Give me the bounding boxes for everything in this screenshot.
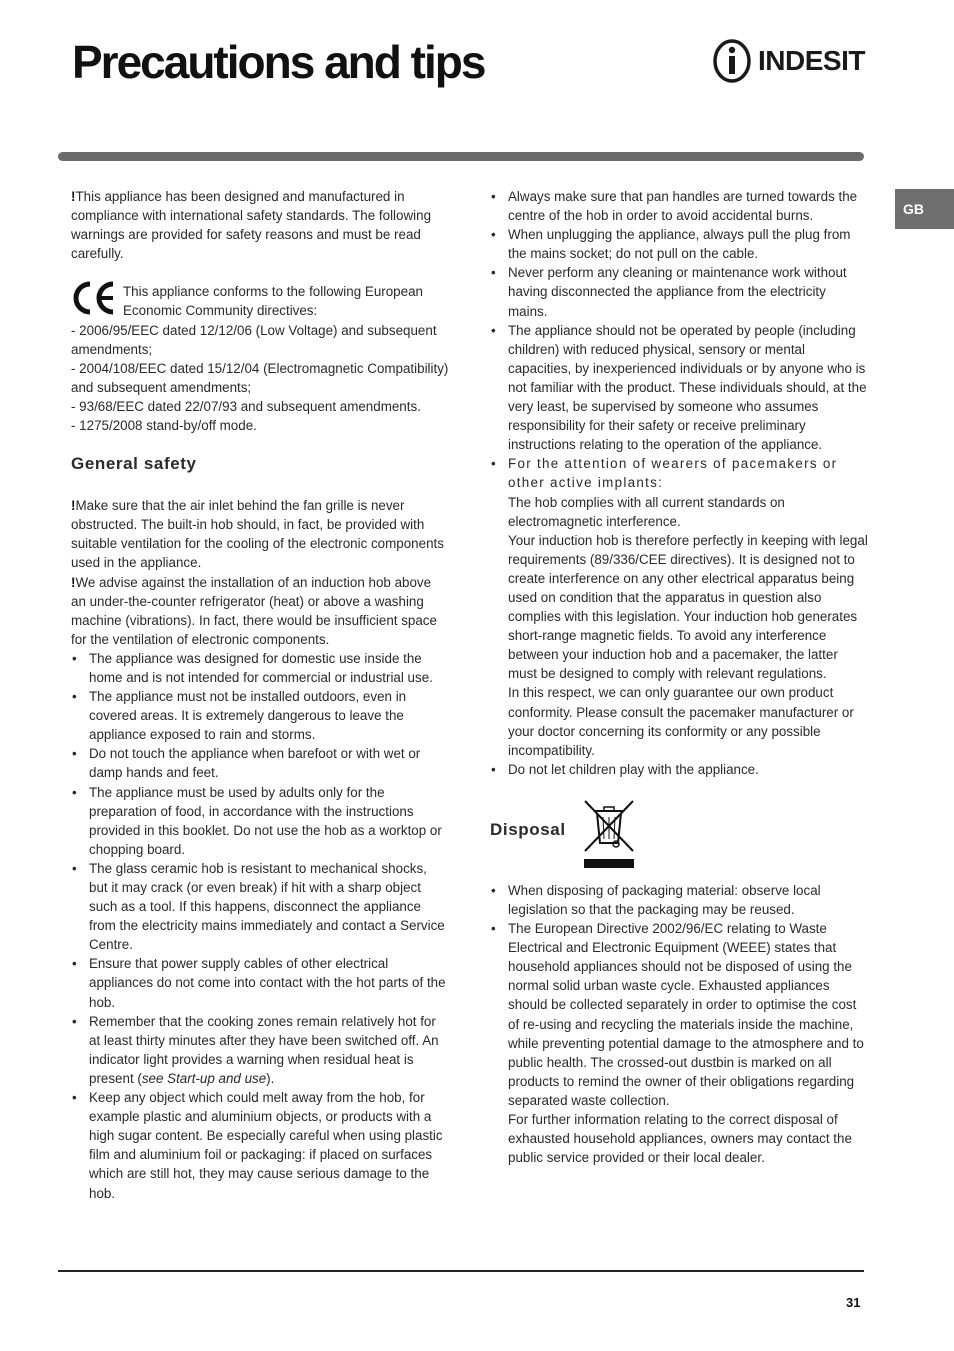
pacemaker-paragraph: In this respect, we can only guarantee our own product conformity. Please consult the pacemaker manufacturer or your doctor concerning its conformity or any possible incompatibility. [508, 685, 854, 758]
pacemaker-paragraph: The hob complies with all current standards on electromagnetic interference. [508, 494, 785, 529]
indesit-i-icon [712, 38, 756, 84]
cross-reference: see Start-up and use [141, 1070, 267, 1086]
list-item: • Always make sure that pan handles are turned towards the centre of the hob in order to avoid accidental burns. [490, 187, 868, 225]
logo-wordmark: INDESIT [758, 45, 865, 76]
ce-directive: - 2006/95/EEC dated 12/12/06 (Low Voltage) and subsequent amendments; [71, 322, 437, 357]
language-tab: GB [895, 189, 954, 229]
disposal-header [490, 795, 868, 867]
page-number: 31 [846, 1295, 861, 1310]
list-item: • When unplugging the appliance, always pull the plug from the mains socket; do not pull on the cable. [490, 225, 868, 263]
left-column [71, 187, 449, 1203]
list-item: • Do not let children play with the appliance. [490, 760, 868, 779]
list-item-weee: • The European Directive 2002/96/EC relating to Waste Electrical and Electronic Equipment (WEEE) states that household appliances should not be disposed of using the normal solid urban waste cycle. Exhausted appliances should be collected separately in order to optimise the cost of re-using and recycling the materials inside the machine, while preventing potential damage to the atmosphere and to public health. The crossed-out dustbin is marked on all products to remind the owner of their obligations regarding separated waste collection. For further information relating to the correct disposal of exhausted household appliances, owners may contact the public service provided or their local dealer. [490, 919, 868, 1167]
list-item: • Do not touch the appliance when barefoot or with wet or damp hands and feet. [71, 744, 449, 782]
ce-directive: - 2004/108/EEC dated 15/12/04 (Electromagnetic Compatibility) and subsequent amendments; [71, 360, 449, 395]
list-item-residual-heat: • Remember that the cooking zones remain relatively hot for at least thirty minutes after they have been switched off. An indicator light provides a warning when residual heat is present (see Start-up and use). [71, 1012, 449, 1088]
crossed-out-bin-icon [582, 797, 636, 869]
safety-list-continued [490, 187, 868, 779]
list-item: • The appliance was designed for domestic use inside the home and is not intended for commercial or industrial use. [71, 649, 449, 687]
ce-intro: This appliance conforms to the following European Economic Community directives: [123, 284, 423, 319]
page-title: Precautions and tips [72, 36, 485, 88]
list-item: • Ensure that power supply cables of other electrical appliances do not come into contact with the hot parts of the hob. [71, 954, 449, 1011]
list-item-pacemaker [490, 454, 868, 760]
safety-warning: !Make sure that the air inlet behind the fan grille is never obstructed. The built-in hob should, in fact, be provided with suitable ventilation for the cooling of the electronic components used in the appliance. [71, 498, 444, 571]
pacemaker-paragraph: Your induction hob is therefore perfectly in keeping with legal requirements (89/336/CEE directives). It is designed not to create interference on any other electrical apparatus being used on condition that the apparatus in question also complies with this legislation. Your induction hob generates short-range magnetic fields. To avoid any interference between your induction hob and a pacemaker, the latter must be designed to comply with relevant regulations. [508, 532, 868, 682]
intro-paragraph [71, 187, 449, 263]
list-item: • When disposing of packaging material: observe local legislation so that the packaging may be reused. [490, 881, 868, 919]
list-item: • Never perform any cleaning or maintenance work without having disconnected the appliance from the electricity mains. [490, 263, 868, 320]
general-safety-heading: General safety [71, 454, 197, 474]
disposal-heading: Disposal [490, 819, 566, 839]
intro-text: This appliance has been designed and manufactured in compliance with international safety standards. The following warnings are provided for safety reasons and must be read carefully. [71, 189, 432, 262]
indesit-logo [712, 38, 864, 84]
header-divider [58, 152, 864, 161]
warning-mark: ! [71, 498, 76, 514]
ce-directive: - 93/68/EEC dated 22/07/93 and subsequent amendments. [71, 398, 421, 414]
list-item: • The appliance must be used by adults only for the preparation of food, in accordance with the instructions provided in this booklet. Do not use the hob as a worktop or chopping board. [71, 783, 449, 859]
list-item: • The appliance should not be operated by people (including children) with reduced physical, sensory or mental capacities, by inexperienced individuals or by anyone who is not familiar with the product. These individuals should, at the very least, be supervised by someone who assumes responsibility for their safety or receive preliminary instructions relating to the operation of the appliance. [490, 321, 868, 455]
list-item: • Keep any object which could melt away from the hob, for example plastic and aluminium objects, or products with a high sugar content. Be especially careful when using plastic film and aluminium foil or packaging: if placed on surfaces which are still hot, they may cause serious damage to the hob. [71, 1088, 449, 1203]
ce-mark-icon [71, 280, 117, 316]
right-column [490, 187, 868, 1167]
safety-warning: !We advise against the installation of an induction hob above an under-the-counter refrigerator (heat) or above a washing machine (vibrations). In fact, there would be insufficient space for the ventilation of electronic components. [71, 574, 437, 647]
list-item: • The appliance must not be installed outdoors, even in covered areas. It is extremely dangerous to leave the appliance exposed to rain and storms. [71, 687, 449, 744]
footer-divider [58, 1270, 864, 1272]
ce-conformity [71, 282, 449, 435]
warning-mark: ! [71, 574, 76, 590]
disposal-list [490, 881, 868, 1167]
list-item: • The glass ceramic hob is resistant to mechanical shocks, but it may crack (or even break) if hit with a sharp object such as a tool. If this happens, disconnect the appliance from the electricity mains immediately and contact a Service Centre. [71, 859, 449, 954]
ce-directive: - 1275/2008 stand-by/off mode. [71, 418, 257, 434]
warning-mark: ! [71, 189, 76, 204]
safety-list [71, 649, 449, 1203]
pacemaker-lead: • For the attention of wearers of pacemakers or other active implants: [508, 456, 838, 491]
